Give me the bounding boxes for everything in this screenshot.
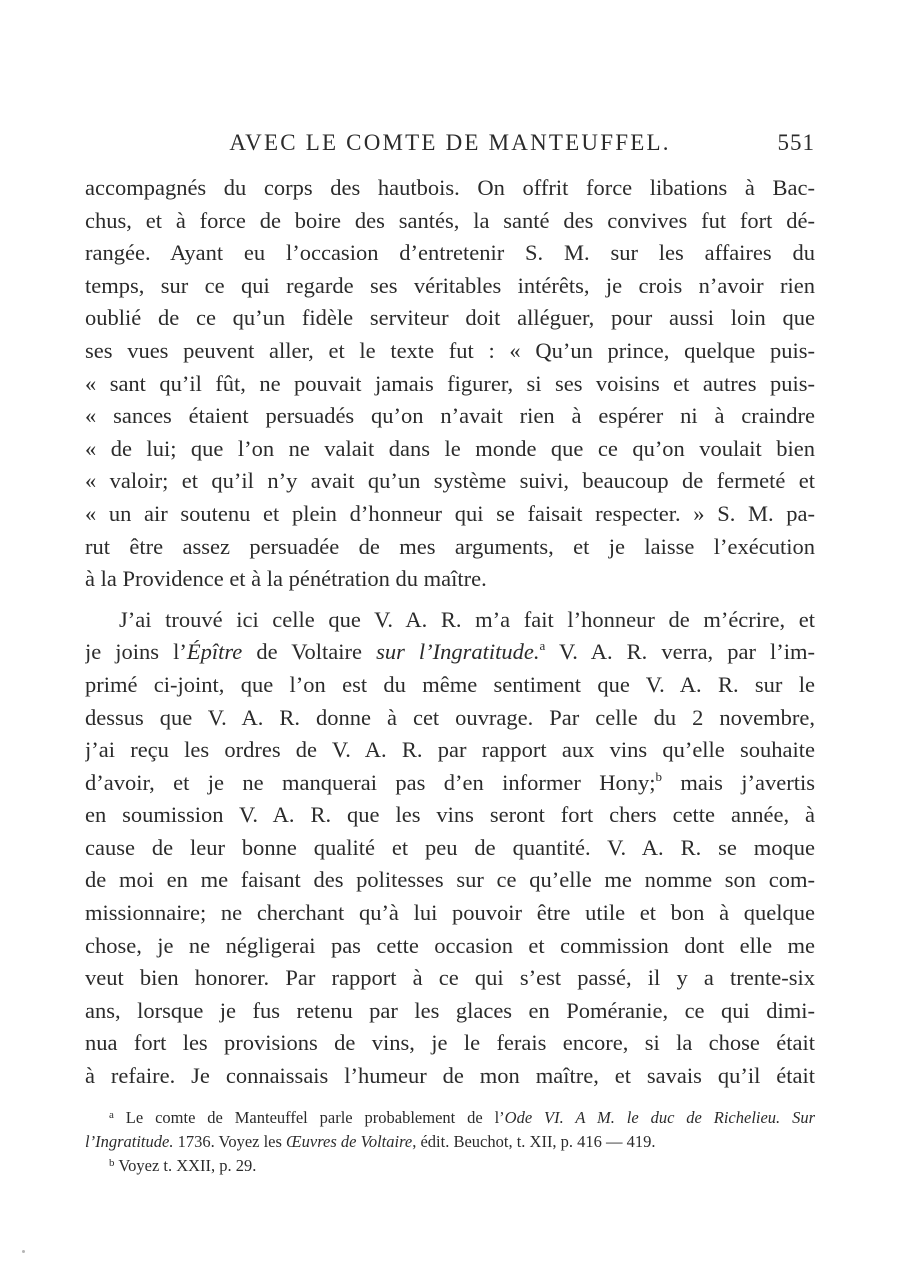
footnote-a xyxy=(85,1106,815,1130)
text-line: nua fort les provisions de vins, je le ferais encore, si la chose était xyxy=(85,1030,815,1056)
text-line: veut bien honorer. Par rapport à ce qui s’est passé, il y a trente-six xyxy=(85,965,815,991)
footnote-b xyxy=(85,1154,815,1178)
text-line: cause de leur bonne qualité et peu de quantité. V. A. R. se moque xyxy=(85,834,815,860)
footnote-ref-a[interactable]: a xyxy=(539,638,546,654)
text-span: Voyez t. XXII, p. 29. xyxy=(114,1156,257,1175)
text-line: j’ai reçu les ordres de V. A. R. par rapport aux vins qu’elle souhaite xyxy=(85,737,815,763)
text-line: chus, et à force de boire des santés, la santé des convives fut fort dé- xyxy=(85,207,815,233)
body-text xyxy=(85,172,815,1093)
paragraph-1 xyxy=(85,172,815,596)
footnote-ref-b[interactable]: b xyxy=(655,768,662,784)
page-header xyxy=(85,130,815,164)
text-line: de moi en me faisant des politesses sur ce qu’elle me nomme son com- xyxy=(85,867,815,893)
footnote-a-mark: a xyxy=(109,1109,114,1121)
page-number: 551 xyxy=(777,130,815,155)
text-span: Le comte de Manteuffel parle probablement de l’ xyxy=(113,1108,505,1127)
ode-title-italic: Ode VI. A M. le duc de Richelieu. Sur xyxy=(504,1108,815,1127)
text-line: J’ai trouvé ici celle que V. A. R. m’a fait l’honneur de m’écrire, et xyxy=(119,606,815,632)
text-line: rangée. Ayant eu l’occasion d’entretenir S. M. sur les affaires du xyxy=(85,240,815,266)
title-italic: sur l’Ingratitude. xyxy=(376,639,540,665)
paragraph-2 xyxy=(85,604,815,1093)
text-line: à la Providence et à la pénétration du maître. xyxy=(85,566,487,592)
text-line xyxy=(85,767,815,800)
ingratitude-italic: l’Ingratitude. xyxy=(85,1132,174,1151)
text-line: temps, sur ce qui regarde ses véritables intérêts, je crois n’avoir rien xyxy=(85,272,815,298)
text-line: ans, lorsque je fus retenu par les glaces en Poméranie, ce qui dimi- xyxy=(85,997,815,1023)
text-line: en soumission V. A. R. que les vins seront fort chers cette année, à xyxy=(85,802,815,828)
text-line: accompagnés du corps des hautbois. On offrit force libations à Bac- xyxy=(85,175,815,200)
text-span: je joins l’ xyxy=(85,639,187,665)
text-line: oublié de ce qu’un fidèle serviteur doit alléguer, pour aussi loin que xyxy=(85,305,815,331)
text-line: « de lui; que l’on ne valait dans le monde que ce qu’on voulait bien xyxy=(85,435,815,461)
text-line xyxy=(85,636,815,669)
text-line: dessus que V. A. R. donne à cet ouvrage. Par celle du 2 novembre, xyxy=(85,704,815,730)
footnote-b-mark: b xyxy=(109,1157,115,1169)
text-span: 1736. Voyez les xyxy=(173,1132,287,1151)
text-line: « valoir; et qu’il n’y avait qu’un système suivi, beaucoup de fermeté et xyxy=(85,468,815,494)
text-line: rut être assez persuadée de mes arguments, et je laisse l’exécution xyxy=(85,533,815,559)
epitre-italic: Épître xyxy=(186,639,243,665)
text-span: d’avoir, et je ne manquerai pas d’en informer Hony; xyxy=(85,769,656,795)
footnotes xyxy=(85,1106,815,1178)
text-line: missionnaire; ne cherchant qu’à lui pouvoir être utile et bon à quelque xyxy=(85,900,815,926)
footnote-a-continued xyxy=(85,1130,815,1154)
running-head: AVEC LE COMTE DE MANTEUFFEL. xyxy=(229,130,671,155)
text-line: chose, je ne négligerai pas cette occasion et commission dont elle me xyxy=(85,932,815,958)
text-span: mais j’avertis xyxy=(661,769,815,795)
text-line: primé ci-joint, que l’on est du même sentiment que V. A. R. sur le xyxy=(85,671,815,697)
text-span: V. A. R. verra, par l’im- xyxy=(545,639,815,665)
paragraph-gap xyxy=(85,596,815,604)
text-span: de Voltaire xyxy=(242,639,377,665)
text-span: , édit. Beuchot, t. XII, p. 416 — 419. xyxy=(412,1132,656,1151)
text-line: « sances étaient persuadés qu’on n’avait rien à espérer ni à craindre xyxy=(85,403,815,429)
text-line: « sant qu’il fût, ne pouvait jamais figurer, si ses voisins et autres puis- xyxy=(85,370,815,396)
text-line: ses vues peuvent aller, et le texte fut : « Qu’un prince, quelque puis- xyxy=(85,337,815,363)
paper-speck xyxy=(22,1250,25,1253)
text-line: à refaire. Je connaissais l’humeur de mon maître, et savais qu’il était xyxy=(85,1063,815,1089)
oeuvres-italic: Œuvres de Voltaire xyxy=(286,1132,413,1151)
text-line: « un air soutenu et plein d’honneur qui se faisait respecter. » S. M. pa- xyxy=(85,500,815,526)
